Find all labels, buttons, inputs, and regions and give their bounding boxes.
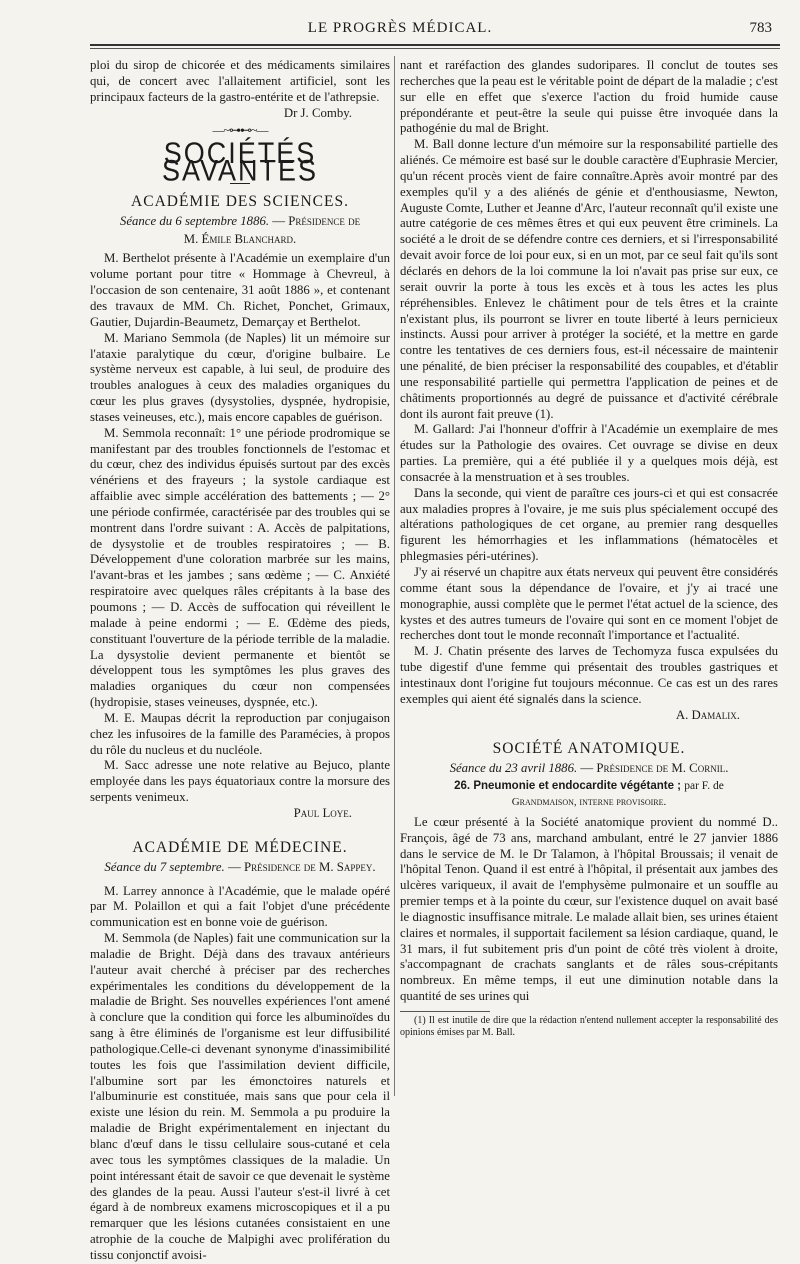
session-president: M. Émile Blanchard.: [183, 231, 297, 246]
case-by: par F. de: [684, 780, 724, 793]
session-presidence: — Présidence de M. Sappey.: [227, 859, 376, 874]
header-rule-thin: [90, 48, 780, 49]
paragraph: M. J. Chatin présente des larves de Techomyza fusca expulsées du tube digestif d'une femme qui présentait des troubles gastriques et intestinaux dont l'origine fut toujours méconnue. Ce cas est un des rares exemples qui aient été signalés dans la science.: [400, 644, 778, 706]
paragraph: M. E. Maupas décrit la reproduction par conjugaison chez les infusoires de la famille des Paramécies, à propos du rôle du nucleus et du nucléole.: [90, 710, 390, 757]
paragraph: J'y ai réservé un chapitre aux états nerveux qui peuvent être considérés comme étant sous la dépendance de l'ovaire, et j'y ai tracé une monographie, aussi complète que le permet l'état actuel de la science, des kystes et des autres tumeurs de l'ovaire qui sont en ce moment l'objet de recherches dont tout le monde reconnaît l'importance et l'actualité.: [400, 565, 778, 643]
paragraph: ploi du sirop de chicorée et des médicaments similaires qui, de concert avec l'allaitement artificiel, sont les principaux facteurs de la gastro-entérite et de l'athrepsie.: [90, 58, 390, 104]
case-heading: [400, 779, 778, 795]
paragraph: M. Semmola (de Naples) fait une communication sur la maladie de Bright. Déjà dans des travaux antérieurs l'auteur avait cherché à préciser par des recherches expérimentales les conditions du développement de la maladie de Bright. Ses nouvelles expériences l'ont amené à conclure que la condition qui force les albuminoïdes du sang à être éliminés de l'organisme est leur diffusibilité pathologique.Celle-ci devenant synonyme d'inassimibilité toutes les fois que l'assimilation devient difficile, l'albumine sort par les émonctoires naturels et l'albuminurie est constituée, mais sans que pour cela il existe une lésion du rein. M. Semmola a pu produire la maladie de Bright expérimentalement en injectant du blanc d'œuf dans le tissu cellulaire sous-cutané et cela avec tous les symptômes classiques de la maladie. Un point intéressant était de savoir ce que devenait le système des glandes de la peau. Aussi l'auteur s'est-il livré à cet égard à de nombreux examens microscopiques et il a pu remarquer que les lésions cutanées consistaient en une atrophie de la couche de Malpighi avec prolifération du tissu conjonctif avoisi-: [90, 931, 390, 1262]
footnote-rule: [400, 1011, 490, 1012]
session-date: Séance du 6 septembre 1886.: [119, 213, 270, 228]
footnote: (1) Il est inutile de dire que la rédaction n'entend nullement accepter la responsabilité des opinions émises par M. Ball.: [400, 1014, 778, 1038]
running-head: [0, 20, 800, 40]
session-presidence: — Présidence de: [272, 213, 361, 228]
section-title: SOCIÉTÉS SAVANTES: [161, 136, 319, 188]
session-presidence: — Présidence de M. Cornil.: [580, 761, 729, 776]
paragraph: M. Mariano Semmola (de Naples) lit un mémoire sur l'ataxie paralytique du cœur, d'origine bulbaire. Le système nerveux est capable, à lui seul, de produire des troubles analogues à ceux des maladies organiques du cœur les plus graves (dysystolies, dyspnée, hydropisie, stases veineuses, etc.), mais encore capables de guérison.: [90, 330, 390, 424]
paragraph: Dans la seconde, qui vient de paraître ces jours-ci et qui est consacrée aux maladies propres à l'ovaire, je me suis plus spécialement occupé des altérations pathologiques de cet organe, au premier rang desquelles figurent les hémorrhagies et les inflammations (hématocèles et phlegmasies péri-utérines).: [400, 485, 778, 564]
paragraph: M. Sacc adresse une note relative au Bejuco, plante employée dans les pays équatoriaux contre la morsure des serpents venimeux.: [90, 758, 390, 805]
case-number: 26.: [454, 780, 471, 793]
paragraph: nant et raréfaction des glandes sudoripares. Il conclut de toutes ses recherches que la peau est le véritable point de départ de la maladie ; c'est sur elle en effet que s'exerce l'action du froid humide cause prépondérante et peut-être la seule qui puisse être invoquée dans la pathogénie du mal de Bright.: [400, 58, 778, 136]
session-line: [90, 214, 390, 230]
signature: Paul Loye.: [293, 805, 352, 820]
session-line: [400, 761, 778, 777]
paragraph: M. Larrey annonce à l'Académie, que le malade opéré par M. Polaillon et qui a fait l'objet d'une précédente communication est en bonne voie de guérison.: [90, 883, 390, 930]
left-column: [90, 58, 390, 1264]
paragraph: M. Berthelot présente à l'Académie un exemplaire d'un volume portant pour titre « Hommage à Chevreul, à l'occasion de son centenaire, 31 août 1886 », et contenant des travaux de MM. Ch. Richet, Ponchet, Grimaux, Gautier, Dujardin-Beaumetz, Demarçay et Berthelot.: [90, 251, 390, 329]
paragraph: M. Gallard: J'ai l'honneur d'offrir à l'Académie un exemplaire de mes études sur la Pathologie des ovaires. Cet ouvrage se divise en deux parties. La première, qui a été publiée il y a quelques mois déjà, est consacrée à la menstruation et à ses troubles.: [400, 422, 778, 484]
column-divider: [394, 56, 395, 1096]
header-rule: [90, 44, 780, 46]
case-author: Grandmaison, interne provisoire.: [511, 795, 667, 808]
session-date: Séance du 7 septembre.: [104, 859, 225, 874]
case-title: Pneumonie et endocardite végétante ;: [473, 780, 682, 793]
heading-academie-sciences: ACADÉMIE DES SCIENCES.: [131, 192, 349, 210]
journal-title: LE PROGRÈS MÉDICAL.: [307, 20, 493, 36]
heading-academie-medecine: ACADÉMIE DE MÉDECINE.: [132, 838, 348, 856]
paragraph: M. Semmola reconnaît: 1° une période prodromique se manifestant par des troubles fonctionnels de l'estomac et du cœur, chez des individus épuisés surtout par des excès vénériens et des frayeurs ; la systole cardiaque est affaiblie avec simple accélération des battements ; — 2° une période confirmée, caractérisée par des troubles qui se montrent dans l'ordre suivant : A. Accès de palpitations, de dysystolie et de troubles respiratoires ; — B. Développement d'une coloration marbrée sur les mains, l'avant-bras et les jambes ; sans œdème ; — C. Anxiété respiratoire avec quelques râles crépitants à la base des poumons ; — D. Accès de suffocation qui réveillent le malade à peine endormi ; — E. Œdème des pieds, constituant l'ouverture de la période terrible de la maladie. La dysystolie devient permanente et bientôt se développent tous les symptômes les plus graves des maladies organiques du cœur non compensées (hydropisie, stases veineuses, dyspnée, etc.).: [90, 425, 390, 710]
page-number: 783: [749, 20, 772, 36]
heading-societe-anatomique: SOCIÉTÉ ANATOMIQUE.: [492, 740, 686, 758]
signature: Dr J. Comby.: [283, 105, 352, 120]
session-line: [90, 860, 390, 876]
paragraph: Le cœur présenté à la Société anatomique provient du nommé D.. François, âgé de 73 ans, marchand ambulant, entré le 27 janvier 1886 dans le service de M. le Dr Talamon, à l'hôpital Broussais; il venait de l'hôpital Tenon. Quand il est entré à l'hôpital, il présentait aux jambes des ulcères variqueux, il avait de l'emphysème pulmonaire et un souffle au premier temps et à la pointe du cœur, sur l'existence duquel on avait basé le diagnostic insuffisance mitrale. Le malade allait bien, ses urines étaient claires et normales, il supportait facilement sa lésion cardiaque, quand, le 31 mars, il fut subitement pris d'un point de côté très violent à droite, s'accompagnant de crachats sanglants et de râles sous-crépitants nombreux. En même temps, il eut une diminution notable dans la quantité de ses urines qui: [400, 814, 778, 1004]
right-column: [400, 58, 778, 1039]
session-date: Séance du 23 avril 1886.: [449, 761, 578, 776]
paragraph: M. Ball donne lecture d'un mémoire sur la responsabilité partielle des aliénés. Ce mémoire est basé sur le double caractère d'Euphrasie Mercier, qu'un récent procès vient de faire connaître.Après avoir montré par des exemples qu'il y a des aliénés de génie et d'enthousiasme, Newton, Auguste Comte, Luther et Jeanne d'Arc, l'auteur reconnaît qu'il existe une autre catégorie de ces mêmes êtres et qui eux peuvent être criminels. La société a le droit de se défendre contre ces derniers, et si l'irresponsabilité devait avoir force de loi pour eux, si en un mot, par ce seul fait qu'ils sont déclarés en dehors de la loi commune la loi n'avait pas prise sur eux, ce serait ouvrir la porte à tous les excès et à tous les actes les plus répréhensibles. Enlevez le châtiment pour de tels êtres et la crainte n'existant plus, ils pourront se livrer en toute liberté à leurs pernicieux instincts. Aussi pour arriver à protéger la société, et la mettre en garde contre les tentatives de ces derniers fous, est-il nécessaire de maintenir une pénalité, de bien préciser la responsabilité des coupables, et d'établir une responsabilité partielle qui permettra l'application de peines et de châtiments proportionnés au degré de puissance et d'activité cérébrale dont ils auront fait preuve (1).: [400, 137, 778, 421]
ornament-divider: —~⊶⊷~—: [212, 123, 268, 138]
signature: A. Damalix.: [675, 707, 740, 722]
